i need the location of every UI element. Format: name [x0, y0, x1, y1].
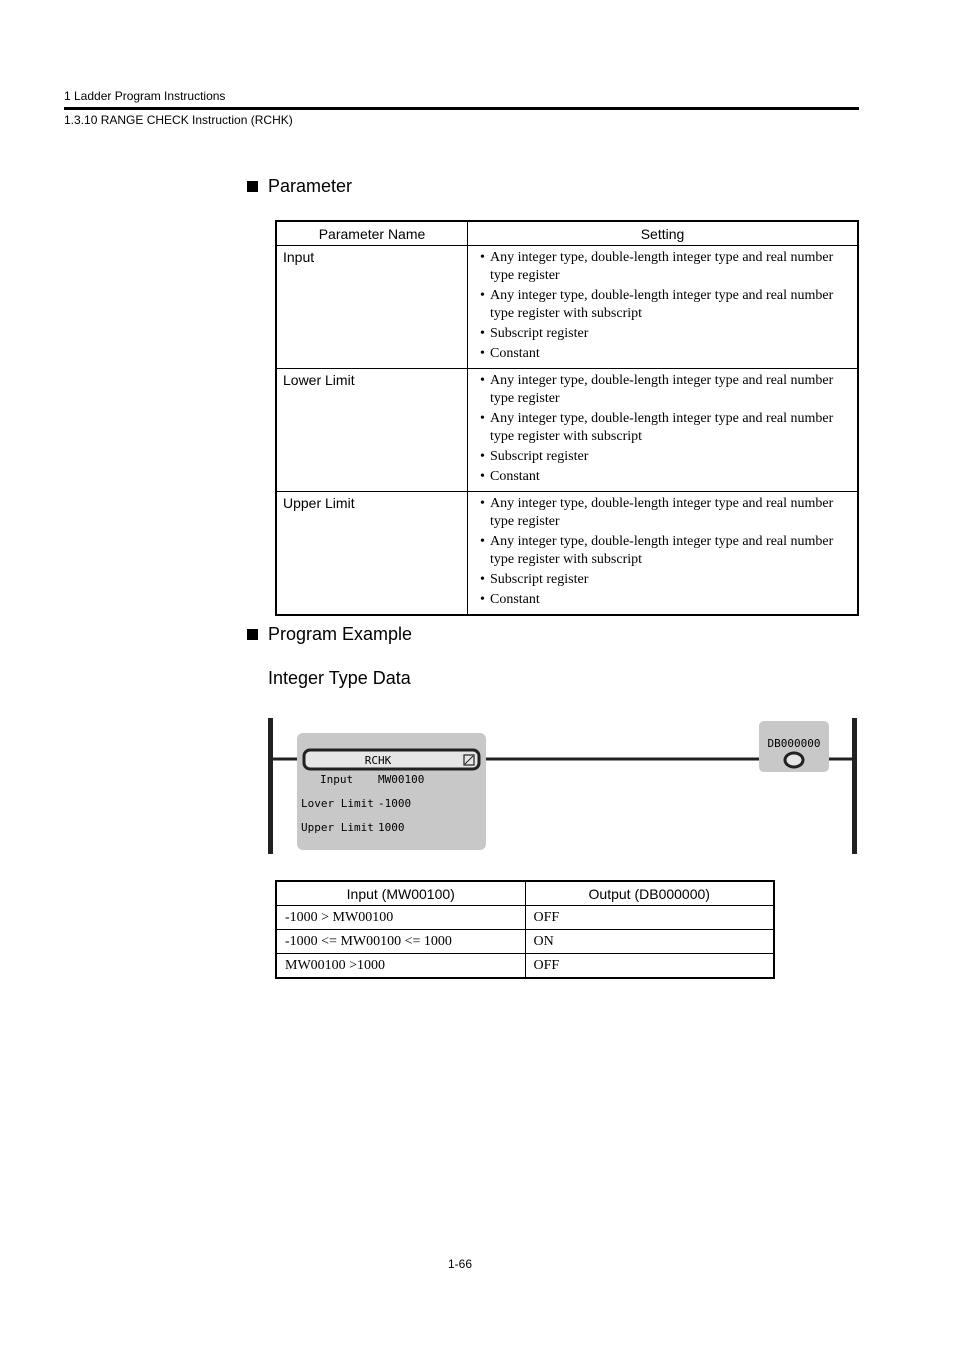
setting-cell — [468, 246, 859, 369]
setting-cell — [468, 369, 859, 492]
parameter-name-cell: Input — [276, 246, 468, 369]
list-item: • Any integer type, double-length integer type and real number type register with subscript — [480, 410, 849, 446]
page-number: 1-66 — [448, 1257, 473, 1271]
left-power-rail — [268, 718, 273, 854]
list-item: • Constant — [480, 345, 849, 363]
list-item: • Any integer type, double-length integer type and real number type register — [480, 495, 849, 531]
square-bullet-icon — [247, 629, 258, 640]
list-item: • Subscript register — [480, 325, 849, 343]
column-header: Parameter Name — [276, 221, 468, 246]
list-item: • Constant — [480, 468, 849, 486]
column-header: Input (MW00100) — [276, 881, 525, 906]
parameter-table — [275, 220, 859, 616]
table-row — [276, 906, 774, 930]
upper-limit-label: Upper Limit — [301, 821, 374, 834]
setting-cell — [468, 492, 859, 616]
setting-list — [480, 249, 849, 363]
table-row — [276, 954, 774, 979]
output-state-cell: OFF — [525, 954, 774, 979]
section-header: 1.3.10 RANGE CHECK Instruction (RCHK) — [64, 113, 293, 127]
list-item: • Any integer type, double-length integer type and real number type register — [480, 249, 849, 285]
lower-limit-value: -1000 — [378, 797, 412, 810]
parameter-name-cell: Upper Limit — [276, 492, 468, 616]
output-coil — [759, 721, 829, 772]
list-item: • Subscript register — [480, 448, 849, 466]
program-example-heading-text: Program Example — [268, 624, 413, 644]
table-row — [276, 492, 858, 616]
table-row — [276, 930, 774, 954]
header-rule — [64, 107, 859, 110]
parameter-table-header — [276, 221, 858, 246]
parameter-heading — [247, 176, 352, 197]
integer-type-subheading: Integer Type Data — [268, 668, 411, 688]
list-item: • Any integer type, double-length integer type and real number type register — [480, 372, 849, 408]
setting-list — [480, 495, 849, 609]
output-state-cell: OFF — [525, 906, 774, 930]
upper-limit-value: 1000 — [378, 821, 405, 834]
ladder-diagram — [266, 716, 860, 856]
coil-address: DB000000 — [767, 737, 821, 750]
list-item: • Any integer type, double-length integer type and real number type register with subscript — [480, 533, 849, 569]
coil-circle-icon — [785, 753, 803, 767]
parameter-name-cell: Lower Limit — [276, 369, 468, 492]
input-condition-cell: -1000 > MW00100 — [276, 906, 525, 930]
list-item: • Any integer type, double-length integer type and real number type register with subscript — [480, 287, 849, 323]
lower-limit-label: Lover Limit — [301, 797, 374, 810]
input-condition-cell: -1000 <= MW00100 <= 1000 — [276, 930, 525, 954]
chapter-header: 1 Ladder Program Instructions — [64, 89, 226, 103]
input-value: MW00100 — [378, 773, 425, 786]
table-row — [276, 246, 858, 369]
rchk-instruction-block — [297, 733, 486, 850]
output-state-cell: ON — [525, 930, 774, 954]
result-table — [275, 880, 775, 979]
table-row — [276, 369, 858, 492]
result-table-header — [276, 881, 774, 906]
input-condition-cell: MW00100 >1000 — [276, 954, 525, 979]
list-item: • Constant — [480, 591, 849, 609]
input-label: Input — [320, 773, 354, 786]
right-power-rail — [852, 718, 857, 854]
column-header: Output (DB000000) — [525, 881, 774, 906]
list-item: • Subscript register — [480, 571, 849, 589]
parameter-heading-text: Parameter — [268, 176, 353, 196]
program-example-heading — [247, 624, 412, 645]
column-header: Setting — [468, 221, 859, 246]
rchk-label: RCHK — [364, 754, 392, 767]
square-bullet-icon — [247, 181, 258, 192]
setting-list — [480, 372, 849, 486]
